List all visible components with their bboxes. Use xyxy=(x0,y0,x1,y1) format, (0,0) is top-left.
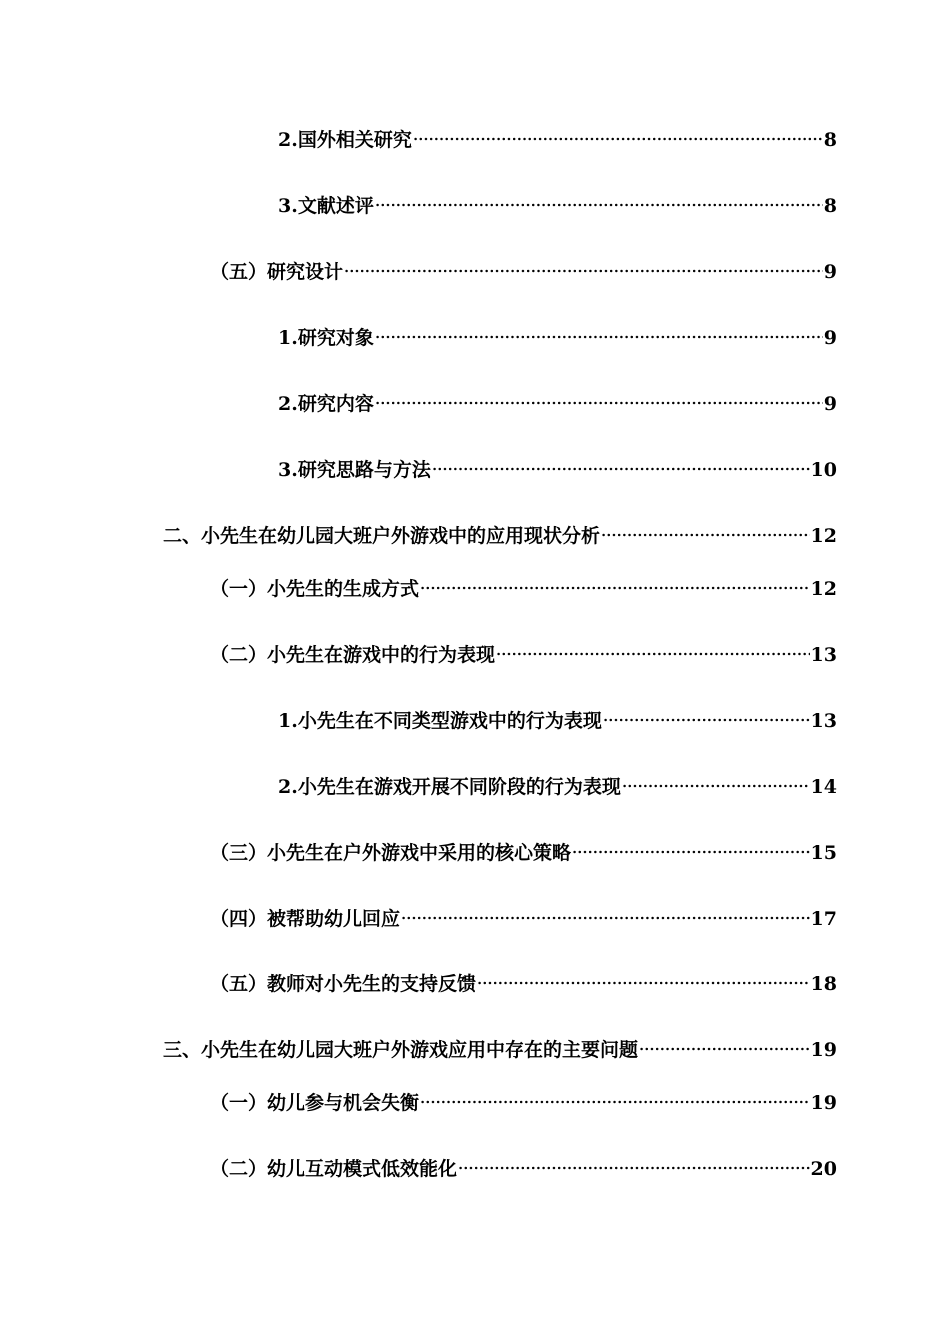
toc-entry-title: 二、小先生在幼儿园大班户外游戏中的应用现状分析 xyxy=(163,525,601,547)
toc-entry-page: 20 xyxy=(810,1158,837,1180)
dot-leader xyxy=(401,916,810,920)
toc-entry-page: 12 xyxy=(810,525,837,547)
toc-entry-title: （二）小先生在游戏中的行为表现 xyxy=(210,644,496,666)
toc-entry-title: （二）幼儿互动模式低效能化 xyxy=(210,1158,458,1180)
toc-entry-title: 3.文献述评 xyxy=(278,195,374,217)
toc-entry-page: 8 xyxy=(823,195,837,217)
toc-entry-page: 19 xyxy=(810,1039,837,1061)
dot-leader xyxy=(420,586,810,590)
toc-entry-title: （四）被帮助幼儿回应 xyxy=(210,908,401,930)
toc-entry-title: 1.研究对象 xyxy=(278,327,374,349)
toc-entry-page: 8 xyxy=(823,129,837,151)
toc-entry-page: 10 xyxy=(810,459,837,481)
toc-entry-title: 三、小先生在幼儿园大班户外游戏应用中存在的主要问题 xyxy=(163,1039,639,1061)
toc-entry-page: 13 xyxy=(810,710,837,732)
dot-leader xyxy=(375,335,823,339)
toc-entry-page: 17 xyxy=(810,908,837,930)
dot-leader xyxy=(375,203,823,207)
toc-entry[interactable] xyxy=(163,521,837,551)
dot-leader xyxy=(344,269,823,273)
toc-entry[interactable] xyxy=(210,838,837,868)
toc-entry-title: 2.研究内容 xyxy=(278,393,374,415)
dot-leader xyxy=(603,718,810,722)
dot-leader xyxy=(413,137,823,141)
toc-entry-title: （一）幼儿参与机会失衡 xyxy=(210,1092,420,1114)
toc-entry[interactable] xyxy=(278,772,837,802)
toc-entry-page: 15 xyxy=(810,842,837,864)
toc-entry[interactable] xyxy=(210,257,837,287)
dot-leader xyxy=(432,467,810,471)
toc-entry[interactable] xyxy=(278,706,837,736)
toc-entry-page: 13 xyxy=(810,644,837,666)
toc-entry-title: 2.国外相关研究 xyxy=(278,129,412,151)
toc-entry-page: 14 xyxy=(810,776,837,798)
dot-leader xyxy=(572,850,810,854)
dot-leader xyxy=(639,1047,810,1051)
toc-entry-page: 9 xyxy=(823,393,837,415)
toc-entry-page: 18 xyxy=(810,973,837,995)
toc-entry-title: （一）小先生的生成方式 xyxy=(210,578,420,600)
toc-entry-page: 19 xyxy=(810,1092,837,1114)
dot-leader xyxy=(601,533,810,537)
toc-entry-title: 2.小先生在游戏开展不同阶段的行为表现 xyxy=(278,776,621,798)
toc-entry-title: （三）小先生在户外游戏中采用的核心策略 xyxy=(210,842,572,864)
toc-entry[interactable] xyxy=(210,640,837,670)
toc-entry[interactable] xyxy=(210,574,837,604)
toc-entry[interactable] xyxy=(278,323,837,353)
toc-entry[interactable] xyxy=(210,969,837,999)
toc-entry[interactable] xyxy=(278,389,837,419)
dot-leader xyxy=(477,981,810,985)
dot-leader xyxy=(375,401,823,405)
toc-entry-page: 9 xyxy=(823,261,837,283)
toc-entry-title: 1.小先生在不同类型游戏中的行为表现 xyxy=(278,710,602,732)
toc-entry-title: （五）研究设计 xyxy=(210,261,344,283)
toc-entry[interactable] xyxy=(278,125,837,155)
toc-entry[interactable] xyxy=(210,904,837,934)
dot-leader xyxy=(420,1100,810,1104)
toc-entry[interactable] xyxy=(210,1154,837,1184)
toc-entry-title: （五）教师对小先生的支持反馈 xyxy=(210,973,477,995)
dot-leader xyxy=(458,1166,810,1170)
toc-entry[interactable] xyxy=(278,455,837,485)
toc-entry-page: 9 xyxy=(823,327,837,349)
toc-entry-title: 3.研究思路与方法 xyxy=(278,459,431,481)
dot-leader xyxy=(622,784,810,788)
toc-entry[interactable] xyxy=(163,1035,837,1065)
toc-entry-page: 12 xyxy=(810,578,837,600)
toc-entry[interactable] xyxy=(278,191,837,221)
dot-leader xyxy=(496,652,810,656)
toc-entry[interactable] xyxy=(210,1088,837,1118)
